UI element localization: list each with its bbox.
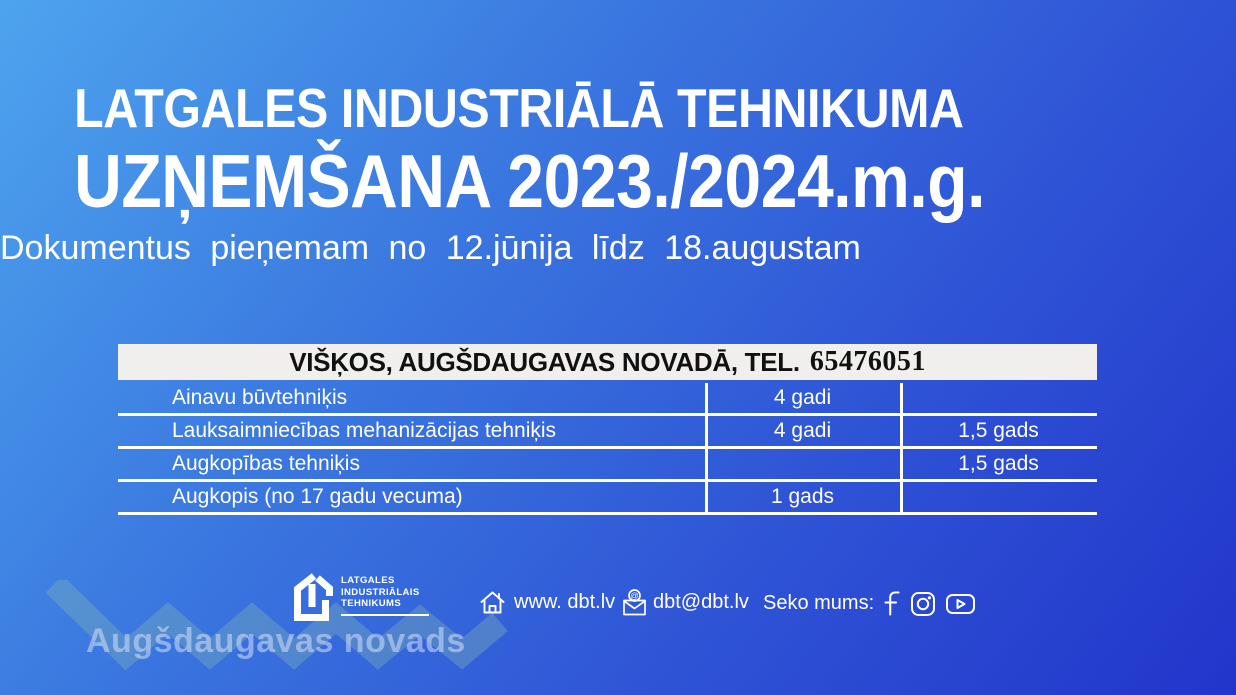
column-divider — [705, 383, 708, 515]
program-name: Ainavu būvtehniķis — [172, 386, 348, 409]
program-name: Lauksaimniecības mehanizācijas tehniķis — [172, 419, 557, 442]
table-row — [118, 416, 1097, 449]
email-address: dbt@dbt.lv — [653, 591, 749, 613]
email-block — [620, 588, 749, 617]
duration-short: 1,5 gads — [958, 452, 1039, 475]
duration-full: 4 gadi — [773, 386, 832, 409]
duration-short: 1,5 gads — [958, 419, 1039, 442]
phone-number: 65476051 — [809, 346, 926, 377]
duration-full: 1 gads — [770, 485, 835, 508]
duration-short — [900, 482, 1097, 512]
duration-full — [705, 449, 900, 479]
table-row — [118, 383, 1097, 416]
social-block — [763, 590, 976, 617]
municipality-watermark: Augšdaugavas novads — [86, 622, 466, 660]
logo-text-line1: LATGALES — [341, 575, 395, 586]
school-logo — [290, 569, 429, 625]
duration-full: 4 gadi — [773, 419, 832, 442]
logo-text-line2: INDUSTRIĀLAIS — [341, 586, 420, 598]
home-icon — [479, 590, 506, 615]
logo-text-line3: TEHNIKUMS — [341, 598, 402, 609]
website-url: www. dbt.lv — [514, 591, 616, 613]
program-name: Augkopis (no 17 gadu vecuma) — [172, 485, 463, 508]
website-block — [479, 590, 615, 615]
school-logo-icon — [290, 569, 334, 625]
svg-text:@: @ — [630, 590, 639, 601]
table-header — [118, 344, 1097, 380]
location-label: VIŠĶOS, AUGŠDAUGAVAS NOVADĀ, TEL. — [289, 346, 800, 377]
duration-short — [900, 383, 1097, 413]
page-title: LATGALES INDUSTRIĀLĀ TEHNIKUMA — [74, 77, 964, 139]
programs-table — [118, 344, 1097, 515]
admission-year-title: UZŅEMŠANA 2023./2024.m.g. — [74, 139, 986, 223]
follow-us-label: Seko mums: — [763, 592, 875, 614]
table-row — [118, 482, 1097, 515]
youtube-icon — [945, 592, 976, 616]
table-row — [118, 449, 1097, 482]
logo-underline — [341, 614, 429, 617]
table-body — [118, 383, 1097, 515]
column-divider — [900, 383, 903, 515]
facebook-icon — [883, 590, 901, 617]
instagram-icon — [910, 591, 936, 617]
program-name: Augkopības tehniķis — [172, 452, 360, 475]
email-icon — [620, 588, 649, 617]
document-period-subtitle: Dokumentus pieņemam no 12.jūnija līdz 18.augustam — [0, 229, 861, 267]
